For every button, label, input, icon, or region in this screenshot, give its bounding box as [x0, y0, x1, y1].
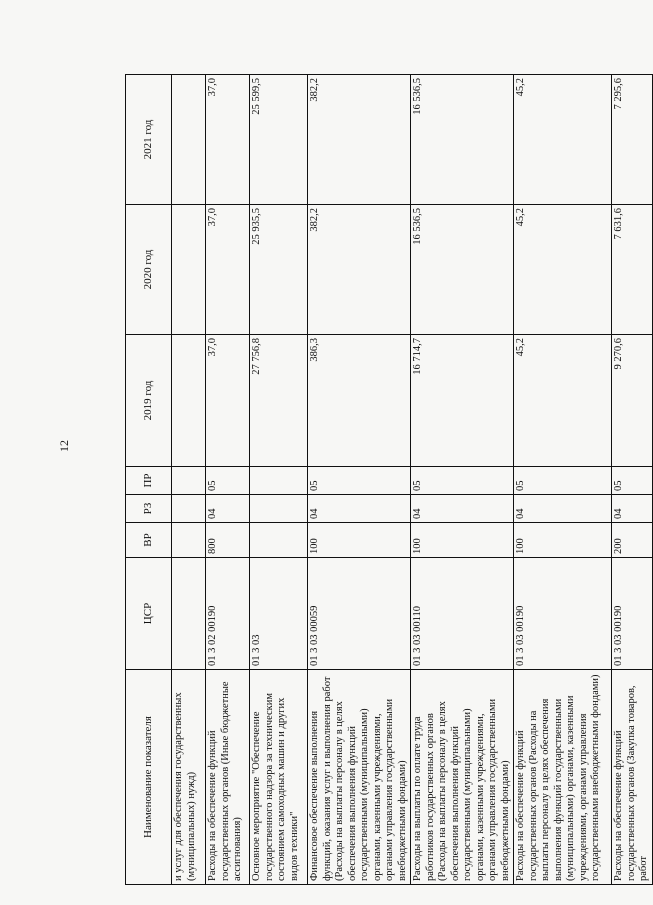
cell-csr: 01 3 02 00190	[206, 558, 250, 670]
budget-table	[125, 74, 653, 885]
cell-rz: 04	[514, 495, 612, 523]
table-row	[206, 75, 250, 885]
cell-2019: 16 714,7	[411, 335, 514, 467]
cell-csr: 01 3 03 00059	[308, 558, 411, 670]
budget-table-rotated	[125, 75, 649, 885]
cell-vr	[172, 523, 206, 558]
cell-vr: 100	[308, 523, 411, 558]
header-name: Наименование показателя	[126, 670, 172, 885]
cell-2020: 7 631,6	[612, 205, 653, 335]
cell-rz: 04	[308, 495, 411, 523]
header-pr: ПР	[126, 467, 172, 495]
table-header-row	[126, 75, 172, 885]
cell-csr: 01 3 03 00110	[411, 558, 514, 670]
cell-pr: 05	[411, 467, 514, 495]
cell-2020: 382,2	[308, 205, 411, 335]
cell-2021: 25 599,5	[250, 75, 308, 205]
cell-2019: 45,2	[514, 335, 612, 467]
header-2019: 2019 год	[126, 335, 172, 467]
cell-2021	[172, 75, 206, 205]
header-csr: ЦСР	[126, 558, 172, 670]
cell-pr	[172, 467, 206, 495]
header-2021: 2021 год	[126, 75, 172, 205]
table-row	[612, 75, 653, 885]
cell-2019: 27 756,8	[250, 335, 308, 467]
cell-pr: 05	[612, 467, 653, 495]
cell-2020: 45,2	[514, 205, 612, 335]
header-rz: РЗ	[126, 495, 172, 523]
cell-csr: 01 3 03	[250, 558, 308, 670]
table-row	[514, 75, 612, 885]
header-2020: 2020 год	[126, 205, 172, 335]
cell-vr	[250, 523, 308, 558]
cell-vr: 800	[206, 523, 250, 558]
cell-rz: 04	[411, 495, 514, 523]
cell-name: и услуг для обеспечения государственных (муниципальных) нужд)	[172, 670, 206, 885]
table-row	[172, 75, 206, 885]
cell-pr	[250, 467, 308, 495]
page-number: 12	[57, 440, 71, 452]
cell-rz: 04	[612, 495, 653, 523]
cell-rz: 04	[206, 495, 250, 523]
cell-name: Расходы на обеспечение функций государственных органов (Иные бюджетные ассигнования)	[206, 670, 250, 885]
cell-name: Расходы на обеспечение функций государственных органов (Расходы на выплаты персоналу в целях обеспечения выполнения функций государственными (муниципальными) органами, казенными учреждениями, органами управления государственными внебюджетными фондами)	[514, 670, 612, 885]
cell-2021: 7 295,6	[612, 75, 653, 205]
cell-2021: 45,2	[514, 75, 612, 205]
table-row	[250, 75, 308, 885]
cell-vr: 100	[514, 523, 612, 558]
cell-name: Расходы на обеспечение функций государственных органов (Закупка товаров, работ	[612, 670, 653, 885]
cell-csr: 01 3 03 00190	[514, 558, 612, 670]
cell-name: Основное мероприятие "Обеспечение государственного надзора за техническим состоянием самоходных машин и других видов техники"	[250, 670, 308, 885]
cell-rz	[172, 495, 206, 523]
cell-2021: 37,0	[206, 75, 250, 205]
table-row	[308, 75, 411, 885]
cell-2020: 25 935,5	[250, 205, 308, 335]
cell-csr	[172, 558, 206, 670]
cell-rz	[250, 495, 308, 523]
cell-vr: 200	[612, 523, 653, 558]
cell-pr: 05	[308, 467, 411, 495]
header-vr: ВР	[126, 523, 172, 558]
cell-2020: 16 536,5	[411, 205, 514, 335]
cell-2019	[172, 335, 206, 467]
table-row	[411, 75, 514, 885]
cell-2020: 37,0	[206, 205, 250, 335]
cell-2020	[172, 205, 206, 335]
cell-csr: 01 3 03 00190	[612, 558, 653, 670]
cell-pr: 05	[206, 467, 250, 495]
cell-2021: 382,2	[308, 75, 411, 205]
cell-2019: 37,0	[206, 335, 250, 467]
cell-2021: 16 536,5	[411, 75, 514, 205]
cell-name: Расходы на выплаты по оплате труда работников государственных органов (Расходы на выплаты персоналу в целях обеспечения выполнения функций государственными (муниципальными) органами, казенными учреждениями, органами управления государственными внебюджетными фондами)	[411, 670, 514, 885]
cell-vr: 100	[411, 523, 514, 558]
cell-2019: 9 270,6	[612, 335, 653, 467]
cell-name: Финансовое обеспечение выполнения функций, оказания услуг и выполнения работ (Расходы на выплаты персоналу в целях обеспечения выполнения функций государственными (муниципальными) органами, казенными учреждениями, органами управления государственными внебюджетными фондами)	[308, 670, 411, 885]
cell-pr: 05	[514, 467, 612, 495]
cell-2019: 386,3	[308, 335, 411, 467]
